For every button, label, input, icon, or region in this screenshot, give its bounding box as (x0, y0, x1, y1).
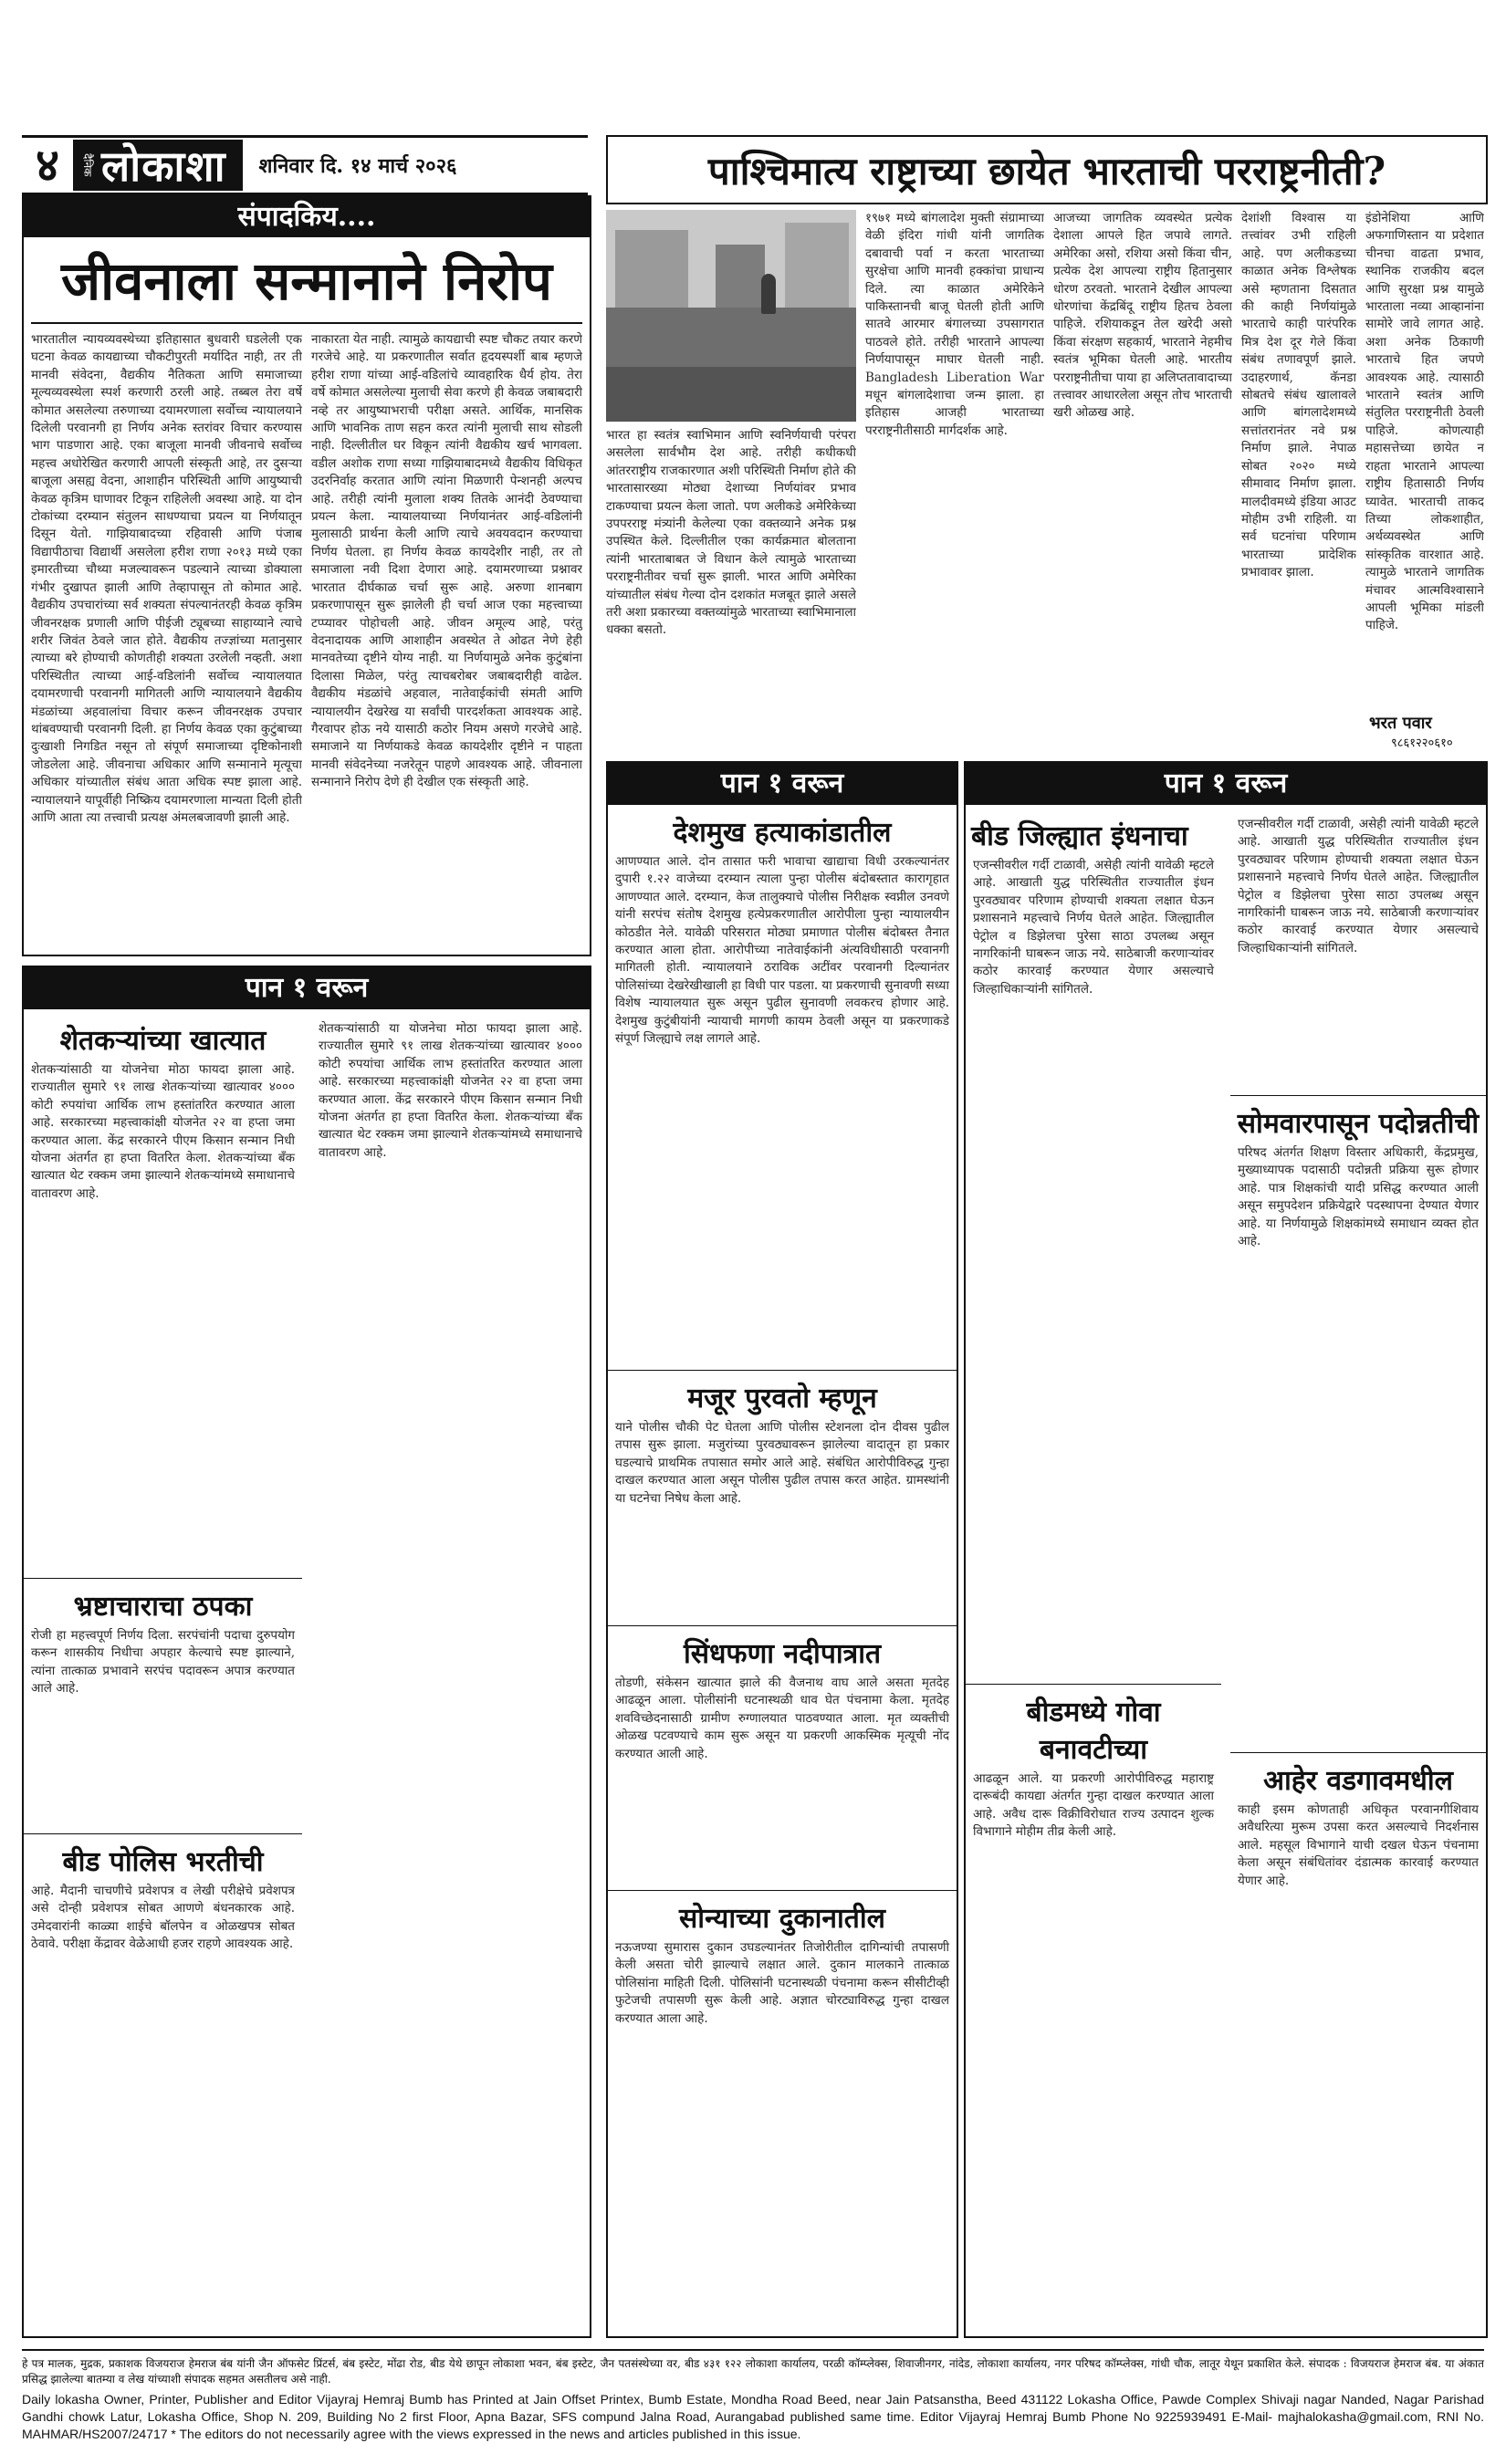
continued-label: पान १ वरून (966, 763, 1486, 805)
editorial-headline: जीवनाला सन्मानाने निरोप (31, 237, 582, 324)
feature-photo (606, 210, 856, 422)
section-body: एजन्सीवरील गर्दी टाळावी, असेही त्यांनी यावेळी म्हटले आहे. आखाती युद्ध परिस्थितीत राज्यातील इंधन पुरवठ्यावर परिणाम होण्याची शक्यता लक्षात घेऊन प्रशासनाने महत्त्वाचे निर्णय घेतले आहेत. जिल्ह्यातील पेट्रोल व डिझेलचा पुरेसा साठा उपलब्ध असून नागरिकांनी घाबरून जाऊ नये. साठेबाजी करणाऱ्यांवर कठोर कारवाई करण्यात येणार असल्याचे जिल्हाधिकाऱ्यांनी सांगितले. (973, 858, 1214, 997)
section-body: याने पोलीस चौकी पेट घेतला आणि पोलीस स्टेशनला दोन दीवस पुढील तपास सुरू झाला. मजुरांच्या पुरवठ्यावरून झालेल्या वादातून हा प्रकार घडल्याचे प्राथमिक तपासात समोर आले आहे. संबंधित आरोपीविरुद्ध गुन्हा दाखल करण्यात आला असून पोलीस पुढील तपास करत आहेत. ग्रामस्थांनी या घटनेचा निषेध केला आहे. (615, 1420, 949, 1506)
section-body: आढळून आले. या प्रकरणी आरोपीविरुद्ध महाराष्ट्र दारूबंदी कायद्या अंतर्गत गुन्हा दाखल करण्यात आला आहे. अवैध दारू विक्रीविरोधात राज्य उत्पादन शुल्क विभागाने मोहीम तीव्र केली आहे. (973, 1771, 1214, 1840)
editorial-column-1: भारतातील न्यायव्यवस्थेच्या इतिहासात बुधवारी घडलेली एक घटना केवळ कायद्याच्या चौकटीपुरती मर्यादित नाही, तर ती मानवी संवेदना, वैद्यकीय नैतिकता आणि समाजाच्या मूल्यव्यवस्थेला स्पर्श करणारी ठरली आहे. तब्बल तेरा वर्षे कोमात असलेल्या तरुणाच्या दयामरणाला सर्वोच्च न्यायालयाने दिलेली परवानगी हा निर्णय अनेक स्तरांवर विचार करण्यास भाग पाडणारा आहे. एका बाजूला मानवी जीवनाचे सर्वोच्च महत्त्व अधोरेखित करणारी आपली संस्कृती आहे, तर दुसऱ्या बाजूला असह्य वेदना, आशाहीन परिस्थिती आणि आयुष्याची केवळ कृत्रिम घाणावर टिकून राहिलेली अवस्था आहे. या दोन टोकांच्या दरम्यान संतुलन साधण्याचा प्रयत्न या निर्णयातून दिसून येतो. गाझियाबादच्या रहिवासी आणि पंजाब विद्यापीठाचा विद्यार्थी असलेला हरीश राणा २०१३ मध्ये एका इमारतीच्या चौथ्या मजल्यावरून पडल्याने त्याच्या डोक्याला गंभीर दुखापत झाली आणि तेव्हापासून तो कोमात आहे. वैद्यकीय उपचारांच्या सर्व शक्यता संपल्यानंतरही केवळ कृत्रिम जीवनरक्षक प्रणाली आणि पीईजी ट्यूबच्या साहाय्याने त्याचे शरीर जिवंत ठेवले जात होते. वैद्यकीय तज्ज्ञांच्या मतानुसार त्याच्या बरे होण्याची कोणतीही शक्यता उरलेली नव्हती. अशा परिस्थितीत त्याच्या आई-वडिलांनी सर्वोच्च न्यायालयात दयामरणाची परवानगी मागितली आणि न्यायालयाने वैद्यकीय मंडळांच्या अहवालांचा विचार करून जीवनरक्षक उपचार थांबवण्याची परवानगी दिली. हा निर्णय केवळ एका कुटुंबाच्या दुःखाशी निगडित नसून तो संपूर्ण समाजाच्या दृष्टिकोनाशी जोडलेला आहे. जीवनाचा अधिकार आणि सन्मानाने मृत्यूचा अधिकार यांच्यातील संबंध आता अधिक स्पष्ट झाला आहे. न्यायालयाने यापूर्वीही निष्क्रिय दयामरणाला मान्यता दिली होती आणि आता त्या तत्त्वाची प्रत्यक्ष अंमलबजावणी झाली आहे. (31, 332, 302, 825)
feature-column-5: इंडोनेशिया आणि अफगाणिस्तान या प्रदेशात चीनचा वाढता प्रभाव, स्थानिक राजकीय बदल आणि सुरक्षा प्रश्न यामुळे भारताला नव्या आव्हानांना सामोरे जावे लागत आहे. अशा अनेक ठिकाणी भारताचे हित जपणे आवश्यक आहे. त्यासाठी भारताने स्वतंत्र आणि संतुलित परराष्ट्रनीती ठेवली पाहिजे. कोणत्याही महासत्तेच्या छायेत न राहता भारताने आपल्या राष्ट्रीय हितासाठी निर्णय घ्यावेत. भारताची ताकद तिच्या लोकशाहीत, अर्थव्यवस्थेत आणि सांस्कृतिक वारशात आहे. त्यामुळे भारताने जागतिक मंचावर आत्मविश्वासाने आपली भूमिका मांडली पाहिजे. (1365, 211, 1484, 633)
feature-column-3: आजच्या जागतिक व्यवस्थेत प्रत्येक देशाला आपले हित जपावे लागते. अमेरिका असो, रशिया असो किंवा चीन, प्रत्येक देश आपल्या राष्ट्रीय हितानुसार धोरण ठरवतो. भारताने देखील आपल्या धोरणांचा केंद्रबिंदू राष्ट्रीय हितच ठेवला पाहिजे. रशियाकडून तेल खरेदी असो किंवा संरक्षण सहकार्य, भारताने नेहमीच स्वतंत्र भूमिका घेतली आहे. भारतीय परराष्ट्रनीतीचा पाया हा अलिप्ततावादाच्या तत्त्वावर आधारलेला असून तोच भारताची खरी ओळख आहे. (1053, 211, 1232, 421)
continued-label: पान १ वरून (608, 763, 957, 805)
author-phone: ९८६१२२०६१० (1391, 736, 1453, 750)
feature-headline: पाश्चिमात्य राष्ट्राच्या छायेत भारताची परराष्ट्रनीती? (606, 135, 1488, 204)
editorial-label: संपादकिय.... (24, 197, 590, 237)
continued-label: पान १ वरून (24, 967, 590, 1009)
section-body-continued: एजन्सीवरील गर्दी टाळावी, असेही त्यांनी यावेळी म्हटले आहे. आखाती युद्ध परिस्थितीत राज्यातील इंधन पुरवठ्यावर परिणाम होण्याची शक्यता लक्षात घेऊन प्रशासनाने महत्त्वाचे निर्णय घेतले आहेत. जिल्ह्यातील पेट्रोल व डिझेलचा पुरेसा साठा उपलब्ध असून नागरिकांनी घाबरून जाऊ नये. साठेबाजी करणाऱ्यांवर कठोर कारवाई करण्यात येणार असल्याचे जिल्हाधिकाऱ्यांनी सांगितले. (1238, 817, 1479, 955)
section-body: काही इसम कोणताही अधिकृत परवानगीशिवाय अवैधरित्या मुरूम उपसा करत असल्याचे निदर्शनास आले. महसूल विभागाने याची दखल घेऊन पंचनामा केला असून संबंधितांवर दंडात्मक कारवाई करण्यात येणार आहे. (1238, 1802, 1479, 1888)
section-title: बीड पोलिस भरतीची (62, 1846, 264, 1878)
section-title: देशमुख हत्याकांडातील (673, 817, 892, 849)
issue-date: शनिवार दि. १४ मार्च २०२६ (258, 154, 457, 178)
paper-logo-prefix: दैनिक (81, 153, 94, 177)
paper-name: लोकाशा (101, 141, 226, 191)
section-title: सिंधफणा नदीपात्रात (683, 1638, 882, 1670)
section-body: परिषद अंतर्गत शिक्षण विस्तार अधिकारी, केंद्रप्रमुख, मुख्याध्यापक पदासाठी पदोन्नती प्रक्रिया सुरू होणार आहे. पात्र शिक्षकांची यादी प्रसिद्ध करण्यात आली असून समुपदेशन प्रक्रियेद्वारे पदस्थापना देण्यात येणार आहे. या निर्णयामुळे शिक्षकांमध्ये समाधान व्यक्त होत आहे. (1238, 1145, 1479, 1249)
section-body: नऊजण्या सुमारास दुकान उघडल्यानंतर तिजोरीतील दागिन्यांची तपासणी केली असता चोरी झाल्याचे लक्षात आले. दुकान मालकाने तात्काळ पोलिसांना माहिती दिली. पोलिसांनी घटनास्थळी पंचनामा करून सीसीटीव्ही फुटेजची तपासणी सुरू केली आहे. अज्ञात चोरट्याविरुद्ध गुन्हा दाखल करण्यात आला आहे. (615, 1940, 949, 2026)
newspaper-page (22, 135, 1484, 2453)
section-title: आहेर वडगावमधील (1263, 1765, 1453, 1797)
continued-box-middle (606, 761, 958, 2338)
section-title: बीड जिल्ह्यात इंधनाचा (971, 820, 1188, 852)
masthead (22, 135, 588, 195)
feature-column-2: १९७१ मध्ये बांगलादेश मुक्ती संग्रामाच्या वेळी इंदिरा गांधी यांनी जागतिक दबावाची पर्वा न करता भारताच्या सुरक्षेचा आणि मानवी हक्कांचा प्राधान्य दिले. त्या काळात अमेरिकेने पाकिस्तानची बाजू घेतली होती आणि सातवे आरमार बंगालच्या उपसागरात पाठवले होते. तरीही भारताने आपल्या निर्णयापासून माघार घेतली नाही. Bangladesh Liberation War मधून बांगलादेशाचा जन्म झाला. हा इतिहास आजही भारताच्या परराष्ट्रनीतीसाठी मार्गदर्शक आहे. (865, 211, 1044, 438)
imprint-english: Daily lokasha Owner, Printer, Publisher and Editor Vijayraj Hemraj Bumb has Printed at Jain Offset Printex, Bumb Estate, Mondha Road Beed, near Jain Patsanstha, Beed 431122 Lokasha Office, Pawde Complex Shivaji nagar Nanded, Nagar Parishad Gandhi chowk Latur, Lokasha Office, Shop N. 209, Building No 2 first Floor, Apna Bazar, SFS compund Jalna Road, Aurangabad published same time. Editor Vijayraj Hemraj Bumb Phone No 9225939491 E-Mail- majhalokasha@gmail.com, RNI No. MAHMAR/HS2007/24717 * The editors do not necessarily agree with the views expressed in the news and articles published in this issue. (22, 2392, 1484, 2441)
section-title: सोन्याच्या दुकानातील (679, 1903, 885, 1935)
editorial-section (22, 195, 591, 956)
imprint-marathi: हे पत्र मालक, मुद्रक, प्रकाशक विजयराज हेमराज बंब यांनी जैन ऑफसेट प्रिंटर्स, बंब इस्टेट, मोंढा रोड, बीड येथे छापून लोकाशा भवन, बंब इस्टेट, जैन पतसंस्थेच्या वर, बीड ४३१ १२२ लोकाशा कार्यालय, परळी कॉम्प्लेक्स, शिवाजीनगर, नांदेड, लोकाशा कार्यालय, नगर परिषद कॉम्प्लेक्स, गांधी चौक, लातूर येथून प्रकाशित केले. संपादक : विजयराज हेमराज बंब. या अंकात प्रसिद्ध झालेल्या बातम्या व लेख यांच्याशी संपादक सहमत असतीलच असे नाही. (22, 2357, 1484, 2386)
author-name: भरत पवार (1369, 714, 1432, 733)
paper-logo (73, 140, 243, 191)
feature-column-1: भारत हा स्वतंत्र स्वाभिमान आणि स्वनिर्णयाची परंपरा असलेला सार्वभौम देश आहे. तरीही कधीकधी आंतरराष्ट्रीय राजकारणात अशी परिस्थिती निर्माण होते की भारतासारख्या मोठ्या देशाच्या निर्णयांवर प्रभाव टाकण्याचा प्रयत्न केला जातो. पण अलीकडे अमेरिकेच्या उपपरराष्ट्र मंत्र्यांनी केलेल्या एका वक्तव्याने अनेक प्रश्न उपस्थित केले. दिल्लीतील एका कार्यक्रमात बोलताना त्यांनी भारताबाबत जे विधान केले त्यामुळे भारताच्या परराष्ट्रनीतीवर चर्चा सुरू झाली. भारत आणि अमेरिका यांच्यातील संबंध गेल्या दोन दशकांत मजबूत झाले असले तरी अशा प्रकारच्या वक्तव्यांमुळे भारताच्या स्वाभिमानाला धक्का बसतो. (606, 428, 856, 638)
section-body: आहे. मैदानी चाचणीचे प्रवेशपत्र व लेखी परीक्षेचे प्रवेशपत्र असे दोन्ही प्रवेशपत्र सोबत आणणे बंधनकारक आहे. उमेदवारांनी काळ्या शाईचे बॉलपेन व ओळखपत्र सोबत ठेवावे. परीक्षा केंद्रावर वेळेआधी हजर राहणे आवश्यक आहे. (31, 1884, 295, 1952)
section-title: भ्रष्टाचाराचा ठपका (73, 1591, 253, 1623)
page-number: ४ (36, 138, 59, 192)
continued-box-right (964, 761, 1488, 2338)
section-body: शेतकऱ्यांसाठी या योजनेचा मोठा फायदा झाला आहे. राज्यातील सुमारे ९१ लाख शेतकऱ्यांच्या खात्यावर ४००० कोटी रुपयांचा आर्थिक लाभ हस्तांतरित करण्यात आला आहे. सरकारच्या महत्त्वाकांक्षी योजनेत २२ वा हप्ता जमा करण्यात आला. केंद्र सरकारने पीएम किसान सन्मान निधी योजना अंतर्गत हा हप्ता वितरित केला. शेतकऱ्यांच्या बँक खात्यात थेट रक्कम जमा झाल्याने शेतकऱ्यांमध्ये समाधानाचे वातावरण आहे. (31, 1062, 295, 1201)
section-body: आणण्यात आले. दोन तासात फरी भावाचा खाद्याचा विधी उरकल्यानंतर दुपारी १.२२ वाजेच्या दरम्यान त्याला पुन्हा पोलीस बंदोबस्तात कारागृहात आणण्यात आले. दरम्यान, केज तालुक्याचे पोलीस निरीक्षक स्वप्नील उनवणे यांनी सरपंच संतोष देशमुख हत्येप्रकरणातील आरोपीला पुन्हा न्यायालयीन कोठडीत नेले. यावेळी परिसरात मोठ्या प्रमाणात पोलीस बंदोबस्त तैनात करण्यात आला होता. आरोपीच्या नातेवाईकांनी अंत्यविधीसाठी परवानगी मागितली होती. न्यायालयाने ठराविक अटींवर परवानगी दिल्यानंतर पोलिसांच्या देखरेखीखाली हा विधी पार पडला. या प्रकरणाची सुनावणी सध्या विशेष न्यायालयात सुरू असून पुढील सुनावणी लवकरच होणार आहे. देशमुख कुटुंबीयांनी न्यायाची मागणी कायम ठेवली असून या प्रकरणाकडे संपूर्ण जिल्ह्याचे लक्ष लागले आहे. (615, 854, 949, 1047)
imprint-footer (22, 2349, 1484, 2460)
section-body: रोजी हा महत्त्वपूर्ण निर्णय दिला. सरपंचांनी पदाचा दुरुपयोग करून शासकीय निधीचा अपहार केल्याचे स्पष्ट झाल्याने, त्यांना तात्काळ प्रभावाने सरपंच पदावरून अपात्र करण्यात आले आहे. (31, 1628, 295, 1697)
editorial-column-2: नाकारता येत नाही. त्यामुळे कायद्याची स्पष्ट चौकट तयार करणे गरजेचे आहे. या प्रकरणातील सर्वात हृदयस्पर्शी बाब म्हणजे हरीश राणा यांच्या आई-वडिलांचे व्यावहारिक धैर्य होय. तेरा वर्षे कोमात असलेल्या मुलाची सेवा करणे ही केवळ जबाबदारी नव्हे तर आयुष्याभराची परीक्षा असते. आर्थिक, मानसिक आणि भावनिक ताण सहन करत त्यांनी मुलाची साथ सोडली नाही. दिल्लीतील घर विकून त्यांनी वैद्यकीय खर्च भागवला. वडील अशोक राणा सध्या गाझियाबादमध्ये वैद्यकीय विधिकृत उदरनिर्वाह करतात आणि त्यांना मिळणारी पेन्शनही अल्पच आहे. तरीही त्यांनी मुलाला शक्य तितके आनंदी ठेवण्याचा प्रयत्न केला. न्यायालयाच्या निर्णयानंतर आई-वडिलांनी मुलासाठी प्रार्थना केली आणि त्याचे अवयवदान करण्याचा निर्णय घेतला. हा निर्णय केवळ कायदेशीर नाही, तर तो समाजाला नवी दिशा देणारा आहे. दयामरणाच्या प्रश्नावर भारतात दीर्घकाळ चर्चा सुरू आहे. अरुणा शानबाग प्रकरणापासून सुरू झालेली ही चर्चा आज एका महत्त्वाच्या टप्प्यावर पोहोचली आहे. जीवन अमूल्य आहे, परंतु वेदनादायक आणि आशाहीन अवस्थेत ते ओढत नेणे हेही मानवतेच्या दृष्टीने योग्य नाही. या निर्णयामुळे अनेक कुटुंबांना दिलासा मिळेल, परंतु त्याचबरोबर जबाबदारीही वाढेल. वैद्यकीय मंडळांचे अहवाल, नातेवाईकांची संमती आणि न्यायालयीन देखरेख या सर्वांची पारदर्शकता आवश्यक आहे. गैरवापर होऊ नये यासाठी कठोर नियम असणे गरजेचे आहे. समाजाने या निर्णयाकडे केवळ कायदेशीर दृष्टीने न पाहता मानवी संवेदनेच्या नजरेतून पाहणे आवश्यक आहे. जीवनाला सन्मानाने निरोप देणे ही देखील एक संस्कृती आहे. (311, 332, 582, 790)
section-body-continued: शेतकऱ्यांसाठी या योजनेचा मोठा फायदा झाला आहे. राज्यातील सुमारे ९१ लाख शेतकऱ्यांच्या खात्यावर ४००० कोटी रुपयांचा आर्थिक लाभ हस्तांतरित करण्यात आला आहे. सरकारच्या महत्त्वाकांक्षी योजनेत २२ वा हप्ता जमा करण्यात आला. केंद्र सरकारने पीएम किसान सन्मान निधी योजना अंतर्गत हा हप्ता वितरित केला. शेतकऱ्यांच्या बँक खात्यात थेट रक्कम जमा झाल्याने शेतकऱ्यांमध्ये समाधानाचे वातावरण आहे. (319, 1021, 582, 1160)
feature-column-4: देशांशी विश्वास या तत्त्वांवर उभी राहिली आहे. पण अलीकडच्या काळात अनेक विश्लेषक असे म्हणताना दिसतात की काही निर्णयांमुळे भारताचे काही पारंपरिक मित्र देश दूर गेले किंवा संबंध तणावपूर्ण झाले. उदाहरणार्थ, कॅनडा सोबतचे संबंध खालावले आणि बांगलादेशमध्ये सत्तांतरानंतर नवे प्रश्न निर्माण झाले. नेपाळ सोबत २०२० मध्ये सीमावाद निर्माण झाला. मालदीवमध्ये इंडिया आउट मोहीम उभी राहिली. या सर्व घटनांचा परिणाम भारताच्या प्रादेशिक प्रभावावर झाला. (1241, 211, 1356, 580)
section-title: शेतकऱ्यांच्या खात्यात (59, 1025, 267, 1057)
section-title: मजूर पुरवतो म्हणून (687, 1383, 877, 1415)
section-title: बीडमध्ये गोवा बनावटीच्या (1026, 1697, 1161, 1766)
section-body: तोडणी, संकेसन खात्यात झाले की वैजनाथ वाघ आले असता मृतदेह आढळून आला. पोलीसांनी घटनास्थळी धाव घेत पंचनामा केला. मृतदेह शवविच्छेदनासाठी ग्रामीण रुग्णालयात पाठवण्यात आला. मृत व्यक्तीची ओळख पटवण्याचे काम सुरू असून या प्रकरणी आकस्मिक मृत्यूची नोंद करण्यात आली आहे. (615, 1676, 949, 1761)
section-title: सोमवारपासून पदोन्नतीची (1237, 1108, 1480, 1140)
continued-box-left (22, 966, 591, 2338)
